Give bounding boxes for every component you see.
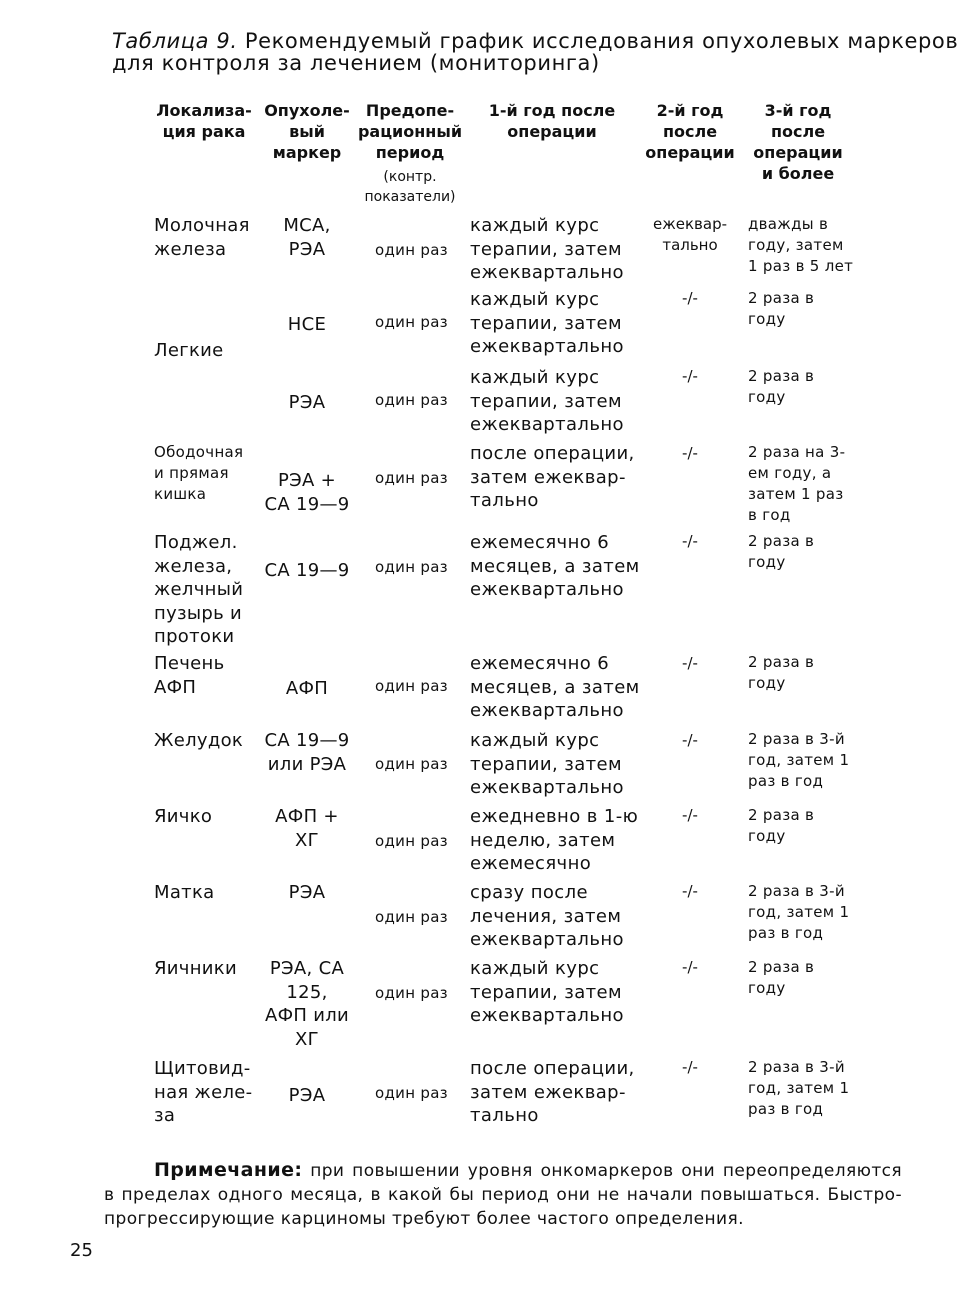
header-marker: Опухоле- вый маркер: [264, 101, 350, 162]
table-caption-text: Рекомендуемый график исследования опухолевых маркеров: [237, 29, 959, 53]
table-caption: [112, 30, 958, 74]
row5-year1: ежемесячно 6 месяцев, а затем ежеквартально: [470, 532, 640, 600]
row5-marker: СА 19—9: [264, 560, 350, 581]
row7-localization: Желудок: [154, 730, 244, 751]
row11-year1: после операции, затем ежеквар- тально: [470, 1058, 635, 1126]
row5-preop: один раз: [375, 558, 448, 576]
row6-year2: -/-: [682, 654, 698, 672]
row1-marker: МСА, РЭА: [283, 215, 331, 260]
table-caption-label: Таблица 9.: [112, 29, 238, 53]
row9-year3: 2 раза в 3-й год, затем 1 раз в год: [748, 882, 850, 942]
row5-localization: Поджел. железа, желчный пузырь и протоки: [154, 532, 244, 647]
row6-localization: Печень АФП: [154, 653, 225, 698]
row1-year3: дважды в году, затем 1 раз в 5 лет: [748, 215, 854, 275]
row9-marker: РЭА: [288, 882, 326, 903]
row5-year3: 2 раза в году: [748, 532, 815, 571]
row2-year3: 2 раза в году: [748, 289, 815, 328]
row11-localization: Щитовид- ная желе- за: [154, 1058, 253, 1126]
row3-marker: РЭА: [288, 392, 326, 413]
row7-preop: один раз: [375, 755, 448, 773]
row11-preop: один раз: [375, 1084, 448, 1102]
row6-year3: 2 раза в году: [748, 653, 815, 692]
row9-preop: один раз: [375, 908, 448, 926]
row3-year1: каждый курс терапии, затем ежеквартально: [470, 367, 624, 435]
row6-year1: ежемесячно 6 месяцев, а затем ежеквартально: [470, 653, 640, 721]
footnote: [104, 1158, 902, 1231]
row8-year2: -/-: [682, 806, 698, 824]
row9-year1: сразу после лечения, затем ежеквартально: [470, 882, 624, 950]
row4-year3: 2 раза на 3- ем году, а затем 1 раз в год: [748, 443, 846, 524]
header-preop: Предопе- рационный период: [357, 101, 463, 162]
row10-year1: каждый курс терапии, затем ежеквартально: [470, 958, 624, 1026]
row7-marker: СА 19—9 или РЭА: [264, 730, 350, 775]
row10-preop: один раз: [375, 984, 448, 1002]
row2-marker: НСЕ: [287, 314, 327, 335]
header-preop-sub: (контр. показатели): [364, 169, 456, 205]
table-caption-line2: для контроля за лечением (мониторинга): [112, 51, 600, 75]
row1-year2: ежеквар- тально: [653, 215, 727, 254]
row6-marker: АФП: [285, 678, 329, 699]
row8-year1: ежедневно в 1-ю неделю, затем ежемесячно: [470, 806, 639, 874]
row11-year2: -/-: [682, 1058, 698, 1076]
row4-marker: РЭА + СА 19—9: [264, 470, 350, 515]
row7-year1: каждый курс терапии, затем ежеквартально: [470, 730, 624, 798]
row8-localization: Яичко: [154, 806, 213, 827]
row8-year3: 2 раза в году: [748, 806, 815, 845]
row4-year2: -/-: [682, 444, 698, 462]
row10-year2: -/-: [682, 958, 698, 976]
row2-year2: -/-: [682, 289, 698, 307]
row11-marker: РЭА: [288, 1085, 326, 1106]
row10-year3: 2 раза в году: [748, 958, 815, 997]
row4-preop: один раз: [375, 469, 448, 487]
header-year3: 3-й год после операции и более: [753, 101, 843, 183]
row8-preop: один раз: [375, 832, 448, 850]
row2-year1: каждый курс терапии, затем ежеквартально: [470, 289, 624, 357]
row4-year1: после операции, затем ежеквар- тально: [470, 443, 635, 511]
row4-localization: Ободочная и прямая кишка: [154, 443, 244, 503]
row3-preop: один раз: [375, 391, 448, 409]
row8-marker: АФП + ХГ: [275, 806, 339, 851]
row5-year2: -/-: [682, 532, 698, 550]
row9-year2: -/-: [682, 882, 698, 900]
row7-year2: -/-: [682, 731, 698, 749]
row7-year3: 2 раза в 3-й год, затем 1 раз в год: [748, 730, 850, 790]
row1-localization: Молочная железа: [154, 215, 250, 260]
footnote-text: при повышении уровня онкомаркеров они переопределяются в пределах одного месяца, в какой бы период они не начали повышаться. Быстро-прогрессирующие карциномы требуют более частого определения.: [104, 1161, 902, 1229]
row9-localization: Матка: [154, 882, 215, 903]
page-number: 25: [70, 1240, 93, 1261]
header-localization: Локализа- ция рака: [156, 101, 252, 141]
row3-year3: 2 раза в году: [748, 367, 815, 406]
row11-year3: 2 раза в 3-й год, затем 1 раз в год: [748, 1058, 850, 1118]
row1-preop: один раз: [375, 241, 448, 259]
row1-year1: каждый курс терапии, затем ежеквартально: [470, 215, 624, 283]
header-year2: 2-й год после операции: [645, 101, 735, 162]
row2-localization: Легкие: [154, 340, 224, 361]
row6-preop: один раз: [375, 677, 448, 695]
header-year1: 1-й год после операции: [488, 101, 616, 141]
footnote-label: Примечание:: [154, 1159, 303, 1181]
row3-year2: -/-: [682, 367, 698, 385]
row10-marker: РЭА, СА 125, АФП или ХГ: [264, 958, 350, 1050]
row2-preop: один раз: [375, 313, 448, 331]
row10-localization: Яичники: [154, 958, 237, 979]
